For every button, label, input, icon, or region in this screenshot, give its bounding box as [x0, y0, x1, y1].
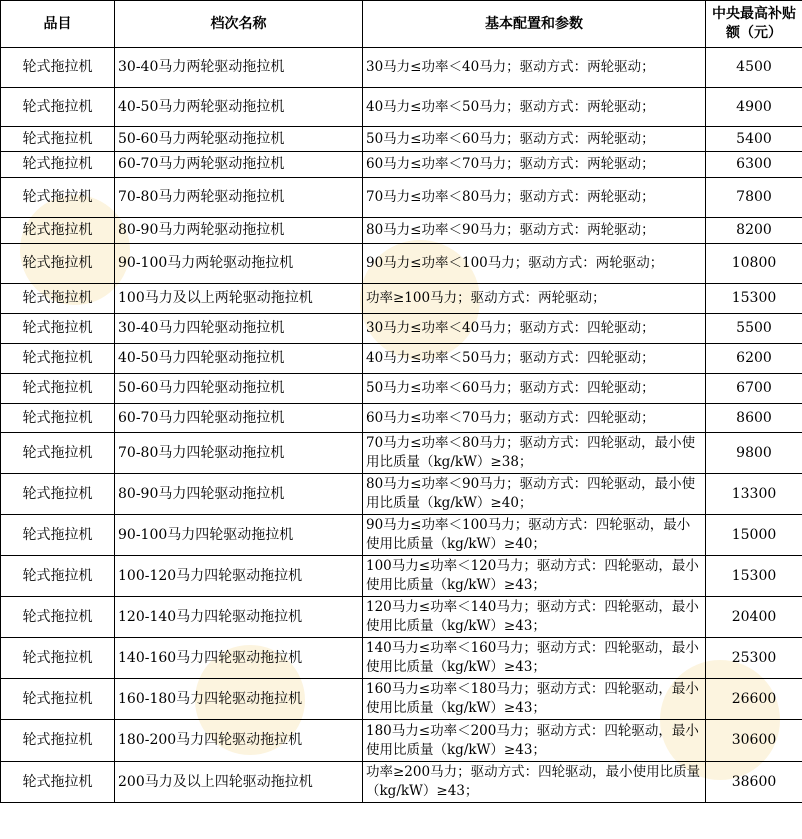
- grade-name-cell: 80-90马力两轮驱动拖拉机: [115, 218, 363, 244]
- category-cell: 轮式拖拉机: [1, 374, 115, 404]
- category-cell: 轮式拖拉机: [1, 638, 115, 679]
- category-cell: 轮式拖拉机: [1, 515, 115, 556]
- table-row: [1, 720, 802, 762]
- spec-cell: 50马力≤功率＜60马力；驱动方式：两轮驱动；: [363, 127, 706, 152]
- category-cell: 轮式拖拉机: [1, 178, 115, 218]
- grade-name-cell: 160-180马力四轮驱动拖拉机: [115, 679, 363, 720]
- grade-name-cell: 40-50马力四轮驱动拖拉机: [115, 344, 363, 374]
- grade-name-cell: 40-50马力两轮驱动拖拉机: [115, 88, 363, 127]
- subsidy-amount-cell: 26600: [706, 679, 802, 720]
- spec-cell: 120马力≤功率＜140马力；驱动方式：四轮驱动，最小使用比质量（kg/kW）≥43；: [363, 597, 706, 638]
- grade-name-cell: 100马力及以上两轮驱动拖拉机: [115, 284, 363, 314]
- table-row: [1, 556, 802, 597]
- category-cell: 轮式拖拉机: [1, 404, 115, 433]
- grade-name-cell: 90-100马力四轮驱动拖拉机: [115, 515, 363, 556]
- subsidy-amount-cell: 15000: [706, 515, 802, 556]
- category-cell: 轮式拖拉机: [1, 88, 115, 127]
- category-cell: 轮式拖拉机: [1, 48, 115, 88]
- header-category: 品目: [1, 1, 115, 48]
- spec-cell: 80马力≤功率＜90马力；驱动方式：两轮驱动；: [363, 218, 706, 244]
- spec-cell: 90马力≤功率＜100马力；驱动方式：四轮驱动，最小使用比质量（kg/kW）≥40；: [363, 515, 706, 556]
- subsidy-amount-cell: 5500: [706, 314, 802, 344]
- table-row: [1, 314, 802, 344]
- table-row: [1, 597, 802, 638]
- category-cell: 轮式拖拉机: [1, 762, 115, 803]
- subsidy-amount-cell: 6200: [706, 344, 802, 374]
- spec-cell: 40马力≤功率＜50马力；驱动方式：四轮驱动；: [363, 344, 706, 374]
- table-row: [1, 244, 802, 284]
- subsidy-amount-cell: 30600: [706, 720, 802, 762]
- subsidy-amount-cell: 25300: [706, 638, 802, 679]
- spec-cell: 功率≥100马力；驱动方式：两轮驱动；: [363, 284, 706, 314]
- spec-cell: 140马力≤功率＜160马力；驱动方式：四轮驱动，最小使用比质量（kg/kW）≥43；: [363, 638, 706, 679]
- subsidy-amount-cell: 7800: [706, 178, 802, 218]
- category-cell: 轮式拖拉机: [1, 433, 115, 474]
- table-row: [1, 638, 802, 679]
- category-cell: 轮式拖拉机: [1, 597, 115, 638]
- table-row: [1, 433, 802, 474]
- grade-name-cell: 50-60马力两轮驱动拖拉机: [115, 127, 363, 152]
- spec-cell: 60马力≤功率＜70马力；驱动方式：两轮驱动；: [363, 152, 706, 178]
- category-cell: 轮式拖拉机: [1, 152, 115, 178]
- table-row: [1, 88, 802, 127]
- category-cell: 轮式拖拉机: [1, 344, 115, 374]
- grade-name-cell: 70-80马力两轮驱动拖拉机: [115, 178, 363, 218]
- header-grade-name: 档次名称: [115, 1, 363, 48]
- category-cell: 轮式拖拉机: [1, 244, 115, 284]
- spec-cell: 70马力≤功率＜80马力；驱动方式：四轮驱动，最小使用比质量（kg/kW）≥38；: [363, 433, 706, 474]
- table-row: [1, 127, 802, 152]
- subsidy-amount-cell: 13300: [706, 474, 802, 515]
- spec-cell: 180马力≤功率＜200马力；驱动方式：四轮驱动，最小使用比质量（kg/kW）≥43；: [363, 720, 706, 762]
- table-row: [1, 762, 802, 803]
- spec-cell: 80马力≤功率＜90马力；驱动方式：四轮驱动，最小使用比质量（kg/kW）≥40；: [363, 474, 706, 515]
- header-subsidy: 中央最高补贴额（元）: [706, 1, 802, 48]
- grade-name-cell: 60-70马力四轮驱动拖拉机: [115, 404, 363, 433]
- category-cell: 轮式拖拉机: [1, 218, 115, 244]
- grade-name-cell: 200马力及以上四轮驱动拖拉机: [115, 762, 363, 803]
- table-row: [1, 474, 802, 515]
- table-row: [1, 679, 802, 720]
- grade-name-cell: 140-160马力四轮驱动拖拉机: [115, 638, 363, 679]
- grade-name-cell: 50-60马力四轮驱动拖拉机: [115, 374, 363, 404]
- table-row: [1, 344, 802, 374]
- spec-cell: 70马力≤功率＜80马力；驱动方式：两轮驱动；: [363, 178, 706, 218]
- category-cell: 轮式拖拉机: [1, 556, 115, 597]
- category-cell: 轮式拖拉机: [1, 284, 115, 314]
- grade-name-cell: 30-40马力两轮驱动拖拉机: [115, 48, 363, 88]
- table-row: [1, 404, 802, 433]
- subsidy-amount-cell: 9800: [706, 433, 802, 474]
- subsidy-amount-cell: 4900: [706, 88, 802, 127]
- category-cell: 轮式拖拉机: [1, 679, 115, 720]
- spec-cell: 90马力≤功率＜100马力；驱动方式：两轮驱动；: [363, 244, 706, 284]
- grade-name-cell: 80-90马力四轮驱动拖拉机: [115, 474, 363, 515]
- spec-cell: 100马力≤功率＜120马力；驱动方式：四轮驱动，最小使用比质量（kg/kW）≥43；: [363, 556, 706, 597]
- table-row: [1, 178, 802, 218]
- spec-cell: 60马力≤功率＜70马力；驱动方式：四轮驱动；: [363, 404, 706, 433]
- subsidy-amount-cell: 6300: [706, 152, 802, 178]
- category-cell: 轮式拖拉机: [1, 720, 115, 762]
- subsidy-amount-cell: 8200: [706, 218, 802, 244]
- grade-name-cell: 90-100马力两轮驱动拖拉机: [115, 244, 363, 284]
- grade-name-cell: 180-200马力四轮驱动拖拉机: [115, 720, 363, 762]
- table-header-row: [1, 1, 802, 48]
- table-row: [1, 218, 802, 244]
- grade-name-cell: 60-70马力两轮驱动拖拉机: [115, 152, 363, 178]
- subsidy-amount-cell: 6700: [706, 374, 802, 404]
- header-spec: 基本配置和参数: [363, 1, 706, 48]
- spec-cell: 40马力≤功率＜50马力；驱动方式：两轮驱动；: [363, 88, 706, 127]
- table-row: [1, 152, 802, 178]
- table-row: [1, 284, 802, 314]
- category-cell: 轮式拖拉机: [1, 474, 115, 515]
- category-cell: 轮式拖拉机: [1, 127, 115, 152]
- grade-name-cell: 100-120马力四轮驱动拖拉机: [115, 556, 363, 597]
- subsidy-amount-cell: 8600: [706, 404, 802, 433]
- spec-cell: 功率≥200马力；驱动方式：四轮驱动，最小使用比质量（kg/kW）≥43；: [363, 762, 706, 803]
- subsidy-amount-cell: 15300: [706, 556, 802, 597]
- subsidy-amount-cell: 20400: [706, 597, 802, 638]
- subsidy-amount-cell: 15300: [706, 284, 802, 314]
- subsidy-amount-cell: 10800: [706, 244, 802, 284]
- table-row: [1, 515, 802, 556]
- table-row: [1, 48, 802, 88]
- subsidy-amount-cell: 4500: [706, 48, 802, 88]
- table-row: [1, 374, 802, 404]
- spec-cell: 30马力≤功率＜40马力；驱动方式：两轮驱动；: [363, 48, 706, 88]
- category-cell: 轮式拖拉机: [1, 314, 115, 344]
- grade-name-cell: 70-80马力四轮驱动拖拉机: [115, 433, 363, 474]
- spec-cell: 160马力≤功率＜180马力；驱动方式：四轮驱动，最小使用比质量（kg/kW）≥43；: [363, 679, 706, 720]
- grade-name-cell: 30-40马力四轮驱动拖拉机: [115, 314, 363, 344]
- spec-cell: 50马力≤功率＜60马力；驱动方式：四轮驱动；: [363, 374, 706, 404]
- grade-name-cell: 120-140马力四轮驱动拖拉机: [115, 597, 363, 638]
- subsidy-amount-cell: 5400: [706, 127, 802, 152]
- spec-cell: 30马力≤功率＜40马力；驱动方式：四轮驱动；: [363, 314, 706, 344]
- subsidy-amount-cell: 38600: [706, 762, 802, 803]
